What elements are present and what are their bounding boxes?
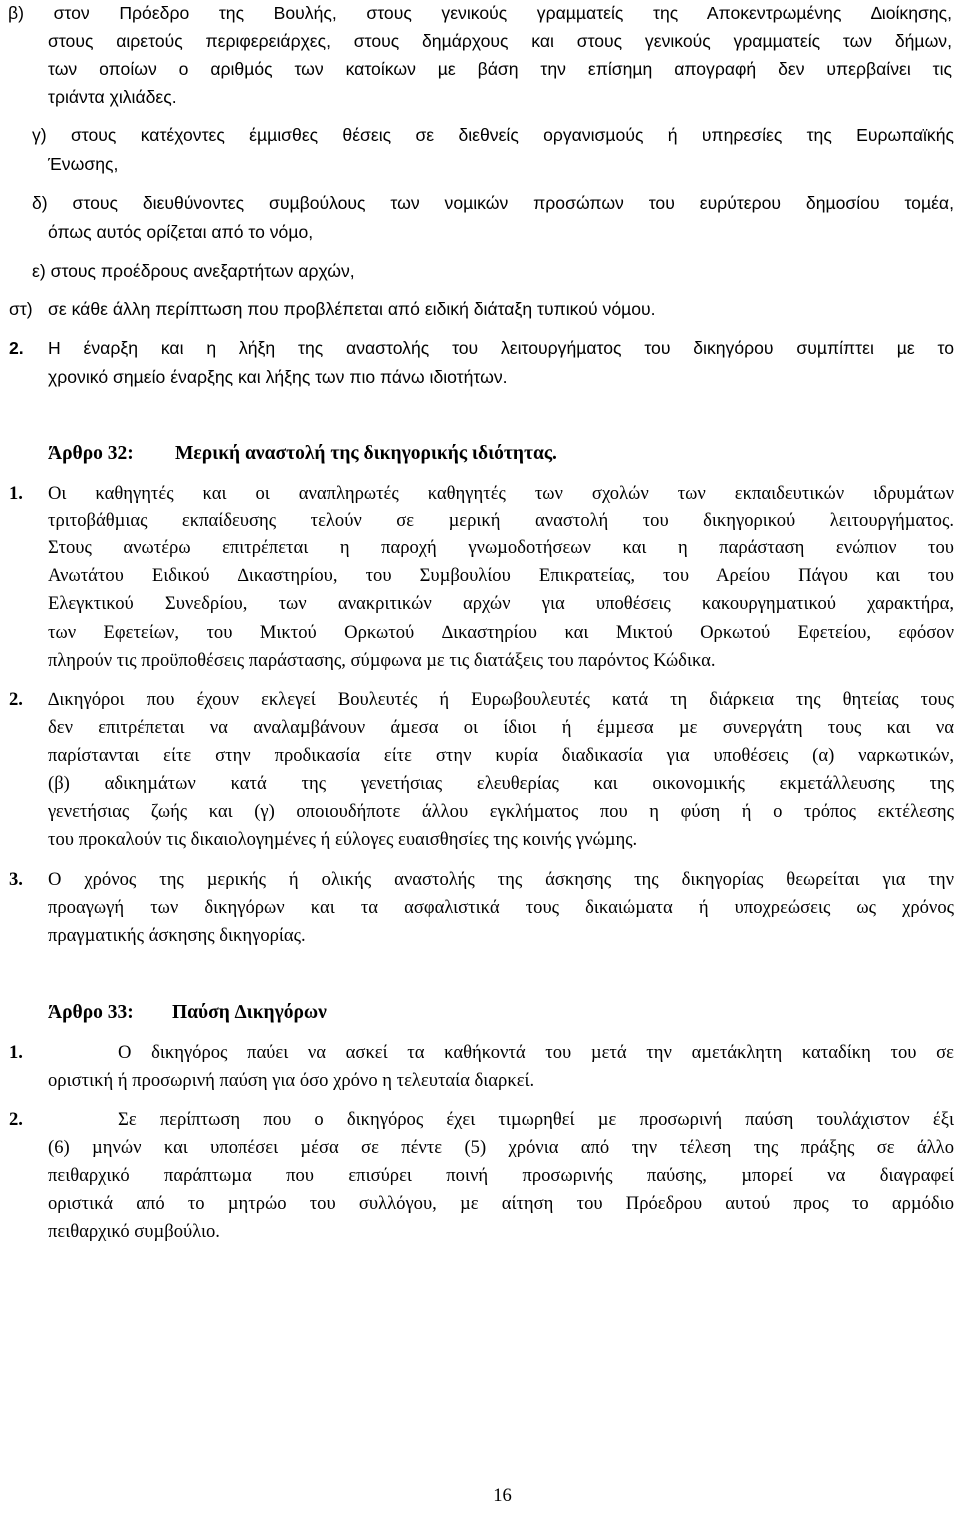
item-delta-line-1: δ) στους διευθύνοντες συµβούλους των νοµικών προσώπων του ευρύτερου δηµοσίου τοµέα, bbox=[32, 193, 954, 213]
article-32-p2-line-2: δεν επιτρέπεται να αναλαµβάνουν άµεσα οι ίδιοι ή έµµεσα µε συνεργάτη τους και να bbox=[48, 717, 954, 738]
article-32-p1-number: 1. bbox=[9, 483, 23, 504]
article-33-p2-line-5: πειθαρχικό συµβούλιο. bbox=[48, 1221, 220, 1242]
item-delta-line-2: όπως αυτός ορίζεται από το νόµο, bbox=[48, 222, 314, 242]
article-33-p2-line-1: Σε περίπτωση που ο δικηγόρος έχει τιµωρηθεί µε προσωρινή παύση τουλάχιστον έξι bbox=[118, 1109, 954, 1130]
article-32-p3-line-2: προαγωγή των δικηγόρων και τα ασφαλιστικά τους δικαιώµατα ή υποχρεώσεις ως χρόνος bbox=[48, 897, 954, 918]
article-33-p1-line-1: Ο δικηγόρος παύει να ασκεί τα καθήκοντά του µετά την αµετάκλητη καταδίκη του σε bbox=[118, 1042, 954, 1063]
article-32-p1-line-2: τριτοβάθµιας εκπαίδευσης τελούν σε µερική αναστολή του δικηγορικού λειτουργήµατος. bbox=[48, 510, 954, 531]
article-32-label: Άρθρο 32: bbox=[48, 443, 134, 464]
article-33-p1-line-2: οριστική ή προσωρινή παύση για όσο χρόνο η τελευταία διαρκεί. bbox=[48, 1070, 535, 1091]
article-32-p2-line-6: του προκαλούν τις δικαιολογηµένες ή εύλογες ευαισθησίες της κοινής γνώµης. bbox=[48, 829, 638, 850]
article-32-p1-line-6: των Εφετείων, του Μικτού Ορκωτού ∆ικαστηρίου και Μικτού Ορκωτού Εφετείου, εφόσον bbox=[48, 622, 954, 643]
article-32-p1-line-5: Ελεγκτικού Συνεδρίου, των ανακριτικών αρχών για υποθέσεις κακουργηµατικού χαρακτήρα, bbox=[48, 593, 954, 614]
article-33-p2-line-2: (6) µηνών και υποπέσει µέσα σε πέντε (5) χρόνια από την τέλεση της πράξης σε άλλο bbox=[48, 1137, 954, 1158]
article-33-title: Παύση ∆ικηγόρων bbox=[172, 1002, 327, 1023]
article-32-p3-line-1: Ο χρόνος της µερικής ή ολικής αναστολής της άσκησης της δικηγορίας θεωρείται για την bbox=[48, 869, 954, 890]
item-beta-line-3: των οποίων ο αριθµός των κατοίκων µε βάση την επίσηµη απογραφή δεν υπερβαίνει τις bbox=[48, 59, 952, 79]
article-32-p1-line-1: Οι καθηγητές και οι αναπληρωτές καθηγητές των σχολών των εκπαιδευτικών ιδρυµάτων bbox=[48, 483, 954, 504]
article-33-p1-number: 1. bbox=[9, 1042, 23, 1063]
article-32-title: Μερική αναστολή της δικηγορικής ιδιότητας. bbox=[175, 443, 557, 464]
article-32-p2-number: 2. bbox=[9, 689, 23, 710]
item-beta-line-2: στους αιρετούς περιφερειάρχες, στους δηµάρχους και στους γενικούς γραµµατείς των δήµων, bbox=[48, 31, 952, 51]
item-gamma-line-2: Ένωσης, bbox=[48, 154, 119, 174]
page-number: 16 bbox=[493, 1485, 512, 1506]
item-st bbox=[0, 298, 960, 320]
article-32-p2-line-1: ∆ικηγόροι που έχουν εκλεγεί Βουλευτές ή Ευρωβουλευτές κατά τη διάρκεια της θητείας τους bbox=[48, 689, 954, 710]
article-32-p3-number: 3. bbox=[9, 869, 23, 890]
article-33-label: Άρθρο 33: bbox=[48, 1002, 134, 1023]
paragraph-2-line-1 bbox=[0, 337, 960, 359]
paragraph-2-line-2: χρονικό σηµείο έναρξης και λήξης των πιο πάνω ιδιοτήτων. bbox=[48, 367, 508, 387]
item-st-text: σε κάθε άλλη περίπτωση που προβλέπεται από ειδική διάταξη τυπικού νόµου. bbox=[48, 299, 656, 319]
item-beta-line-1: β) στον Πρόεδρο της Βουλής, στους γενικούς γραµµατείς της Αποκεντρωµένης ∆ιοίκησης, bbox=[8, 3, 952, 23]
article-33-p2-number: 2. bbox=[9, 1109, 23, 1130]
article-32-p3-line-3: πραγµατικής άσκησης δικηγορίας. bbox=[48, 925, 306, 946]
article-32-p1-line-3: Στους ανωτέρω επιτρέπεται η παροχή γνωµοδοτήσεων και η παράσταση ενώπιον του bbox=[48, 537, 954, 558]
item-gamma-line-1: γ) στους κατέχοντες έµµισθες θέσεις σε διεθνείς οργανισµούς ή υπηρεσίες της Ευρωπαϊκής bbox=[32, 125, 954, 145]
item-beta-line-4: τριάντα χιλιάδες. bbox=[48, 87, 177, 107]
paragraph-2-number: 2. bbox=[9, 338, 24, 358]
article-32-p2-line-4: (β) αδικηµάτων κατά της γενετήσιας ελευθερίας και οικονοµικής εκµετάλλευσης της bbox=[48, 773, 954, 794]
item-epsilon: ε) στους προέδρους ανεξαρτήτων αρχών, bbox=[32, 261, 355, 281]
paragraph-2-text: Η έναρξη και η λήξη της αναστολής του λειτουργήµατος του δικηγόρου συµπίπτει µε το bbox=[48, 338, 954, 358]
article-32-p1-line-7: πληρούν τις προϋποθέσεις παράστασης, σύµφωνα µε τις διατάξεις του παρόντος Κώδικα. bbox=[48, 650, 716, 671]
item-st-marker: στ) bbox=[9, 299, 33, 319]
article-33-p2-line-4: οριστικά από το µητρώο του συλλόγου, µε αίτηση του Πρόεδρου αυτού προς το αρµόδιο bbox=[48, 1193, 954, 1214]
article-32-p2-line-5: γενετήσιας ζωής και (γ) οποιουδήποτε άλλου εγκλήµατος που η φύση ή ο τρόπος εκτέλεσης bbox=[48, 801, 954, 822]
article-32-p1-line-4: Ανωτάτου Ειδικού ∆ικαστηρίου, του Συµβουλίου Επικρατείας, του Αρείου Πάγου και του bbox=[48, 565, 954, 586]
article-32-p2-line-3: παρίστανται είτε στην προδικασία είτε στην κυρία διαδικασία για υποθέσεις (α) ναρκωτικών, bbox=[48, 745, 954, 766]
article-33-p2-line-3: πειθαρχικό παράπτωµα που επισύρει ποινή προσωρινής παύσης, µπορεί να διαγραφεί bbox=[48, 1165, 954, 1186]
